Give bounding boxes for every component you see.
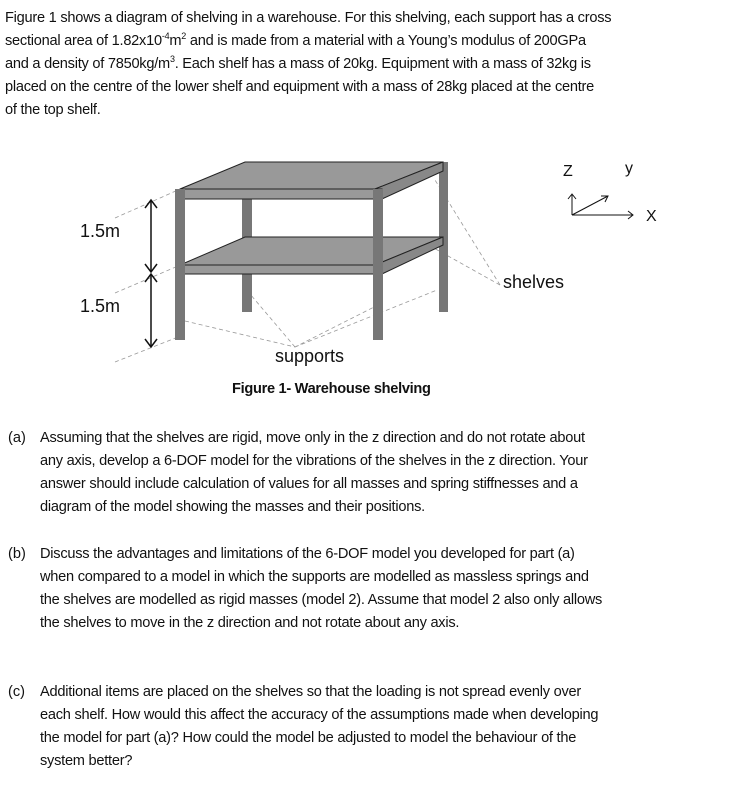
text: and is made from a material with a Young’s modulus of 200GPa <box>186 33 586 49</box>
question-line: Additional items are placed on the shelves so that the loading is not spread evenly over <box>40 684 582 700</box>
support-post <box>373 189 383 340</box>
question-line: diagram of the model showing the masses and their positions. <box>40 499 425 515</box>
superscript: 3 <box>169 54 175 65</box>
dimension-arrows <box>145 200 157 347</box>
text: m <box>169 33 182 49</box>
question-line: the model for part (a)? How could the model be adjusted to model the behaviour of the <box>40 730 577 746</box>
support-post <box>175 189 185 340</box>
superscript: 2 <box>181 31 187 42</box>
text: . Each shelf has a mass of 20kg. Equipment with a mass of 32kg is <box>174 56 591 72</box>
question-line: the shelves to move in the z direction and not rotate about any axis. <box>40 615 460 631</box>
question-line: Assuming that the shelves are rigid, move only in the z direction and do not rotate about <box>40 430 585 446</box>
text: and a density of 7850kg/m <box>5 56 170 72</box>
axis-arrows <box>568 194 633 219</box>
question-line: any axis, develop a 6-DOF model for the vibrations of the shelves in the z direction. Your <box>40 453 588 469</box>
question-label: (b) <box>8 546 26 562</box>
axis-z-label: Z <box>563 163 573 180</box>
lower-shelf <box>180 237 443 274</box>
axis-y-label: y <box>625 160 633 177</box>
text: sectional area of 1.82x10 <box>5 33 162 49</box>
question-label: (a) <box>8 430 26 446</box>
question-line: Discuss the advantages and limitations of the 6-DOF model you developed for part (a) <box>40 546 575 562</box>
axis-x-label: X <box>646 208 657 225</box>
question-line: system better? <box>40 753 133 769</box>
dimension-label-lower: 1.5m <box>80 296 121 316</box>
dimension-label-upper: 1.5m <box>80 221 121 241</box>
intro-line: of the top shelf. <box>5 102 101 118</box>
shelves-label: shelves <box>503 272 565 292</box>
figure-caption: Figure 1- Warehouse shelving <box>232 381 431 397</box>
supports-label: supports <box>275 346 345 366</box>
question-line: when compared to a model in which the supports are modelled as massless springs and <box>40 569 589 585</box>
intro-line: placed on the centre of the lower shelf and equipment with a mass of 28kg placed at the centre <box>5 79 595 95</box>
question-line: answer should include calculation of values for all masses and spring stiffnesses and a <box>40 476 578 492</box>
superscript: -4 <box>161 31 170 42</box>
intro-line: Figure 1 shows a diagram of shelving in a warehouse. For this shelving, each support has a cross <box>5 10 612 26</box>
question-line: the shelves are modelled as rigid masses (model 2). Assume that model 2 also only allows <box>40 592 603 608</box>
top-shelf <box>180 162 443 199</box>
question-line: each shelf. How would this affect the accuracy of the assumptions made when developing <box>40 707 599 723</box>
question-label: (c) <box>8 684 26 700</box>
